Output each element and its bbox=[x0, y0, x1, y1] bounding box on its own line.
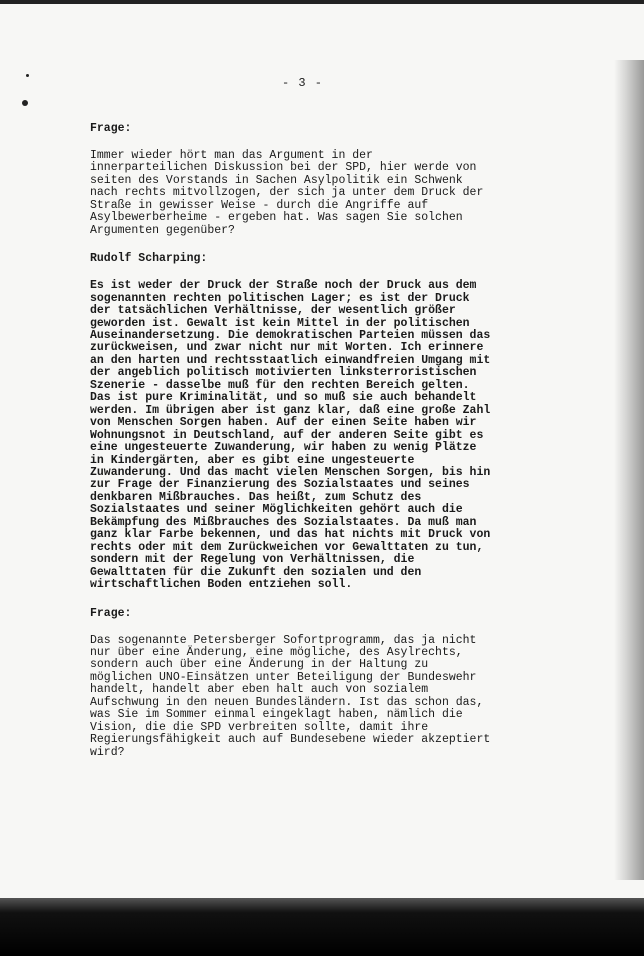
text-line: Szenerie - dasselbe muß für den rechten Bereich gelten. bbox=[90, 378, 470, 392]
question-text-2 bbox=[90, 635, 520, 760]
text-line: innerparteilichen Diskussion bei der SPD, hier werde von bbox=[90, 161, 477, 175]
text-line: zurückweisen, und zwar nicht nur mit Worten. Ich erinnere bbox=[90, 341, 484, 355]
text-line: wirtschaftlichen Boden entziehen soll. bbox=[90, 578, 353, 592]
scan-top-edge bbox=[0, 0, 644, 4]
document-body bbox=[90, 122, 520, 774]
scan-speck bbox=[22, 100, 28, 106]
text-line: Straße in gewisser Weise - durch die Angriffe auf bbox=[90, 198, 429, 212]
text-line: denkbaren Mißbrauches. Das heißt, zum Schutz des bbox=[90, 490, 422, 504]
text-line: Gewalttaten für die Zukunft den sozialen und den bbox=[90, 565, 422, 579]
scan-speck bbox=[26, 74, 29, 77]
text-line: Wohnungsnot in Deutschland, auf der anderen Seite gibt es bbox=[90, 428, 484, 442]
text-line: Argumenten gegenüber? bbox=[90, 223, 235, 237]
text-line: rechts oder mit dem Zurückweichen vor Gewalttaten zu tun, bbox=[90, 540, 484, 554]
text-line: handelt, handelt aber eben halt auch von sozialem bbox=[90, 683, 429, 697]
text-line: Vision, die die SPD verbreiten sollte, damit ihre bbox=[90, 720, 429, 734]
text-line: Es ist weder der Druck der Straße noch der Druck aus dem bbox=[90, 279, 477, 293]
text-line: geworden ist. Gewalt ist kein Mittel in der politischen bbox=[90, 316, 470, 330]
text-line: sondern auch über eine Änderung in der Haltung zu bbox=[90, 658, 429, 672]
text-line: was Sie im Sommer einmal eingeklagt haben, nämlich die bbox=[90, 708, 463, 722]
text-line: eine ungesteuerte Zuwanderung, wir haben zu wenig Plätze bbox=[90, 441, 477, 455]
text-line: an den harten und rechtsstaatlich einwandfreien Umgang mit bbox=[90, 353, 491, 367]
speaker-heading: Rudolf Scharping: bbox=[90, 252, 208, 266]
text-line: sogenannten rechten politischen Lager; es ist der Druck bbox=[90, 291, 470, 305]
text-line: Das sogenannte Petersberger Sofortprogramm, das ja nicht bbox=[90, 633, 477, 647]
scan-right-shadow bbox=[614, 60, 644, 880]
text-line: werden. Im übrigen aber ist ganz klar, daß eine große Zahl bbox=[90, 403, 491, 417]
page-number: - 3 - bbox=[282, 76, 324, 90]
question-heading-2: Frage: bbox=[90, 606, 132, 620]
text-line: Das ist pure Kriminalität, und so muß sie auch behandelt bbox=[90, 391, 477, 405]
text-line: Auseinandersetzung. Die demokratischen Parteien müssen das bbox=[90, 328, 491, 342]
question-heading-1: Frage: bbox=[90, 122, 132, 135]
text-line: nur über eine Änderung, eine mögliche, des Asylrechts, bbox=[90, 645, 463, 659]
scan-bottom-edge bbox=[0, 898, 644, 956]
text-line: Regierungsfähigkeit auch auf Bundesebene wieder akzeptiert bbox=[90, 733, 491, 747]
text-line: nach rechts mitvollzogen, der sich ja unter dem Druck der bbox=[90, 186, 484, 200]
text-line: möglichen UNO-Einsätzen unter Beteiligung der Bundeswehr bbox=[90, 670, 477, 684]
text-line: Immer wieder hört man das Argument in der bbox=[90, 149, 373, 162]
text-line: Zuwanderung. Und das macht vielen Menschen Sorgen, bis hin bbox=[90, 465, 491, 479]
text-line: ganz klar Farbe bekennen, und das hat nichts mit Druck von bbox=[90, 528, 491, 542]
text-line: wird? bbox=[90, 745, 125, 759]
text-line: der tatsächlichen Verhältnisse, der wesentlich größer bbox=[90, 304, 456, 318]
text-line: in Kindergärten, aber es gibt eine ungesteuerte bbox=[90, 453, 415, 467]
text-line: seiten des Vorstands in Sachen Asylpolitik ein Schwenk bbox=[90, 173, 463, 187]
question-text-1 bbox=[90, 150, 520, 237]
text-line: von Menschen Sorgen haben. Auf der einen Seite haben wir bbox=[90, 416, 477, 430]
answer-text bbox=[90, 280, 520, 591]
text-line: Bekämpfung des Mißbrauches des Sozialstaates. Da muß man bbox=[90, 515, 477, 529]
text-line: sondern mit der Regelung von Verhältnissen, die bbox=[90, 553, 415, 567]
text-line: der angeblich politisch motivierten linksterroristischen bbox=[90, 366, 477, 380]
text-line: Aufschwung in den neuen Bundesländern. Ist das schon das, bbox=[90, 695, 484, 709]
text-line: Asylbewerberheime - ergeben hat. Was sagen Sie solchen bbox=[90, 211, 463, 225]
text-line: zur Frage der Finanzierung des Sozialstaates und seines bbox=[90, 478, 470, 492]
text-line: Sozialstaates und seiner Möglichkeiten gehört auch die bbox=[90, 503, 463, 517]
